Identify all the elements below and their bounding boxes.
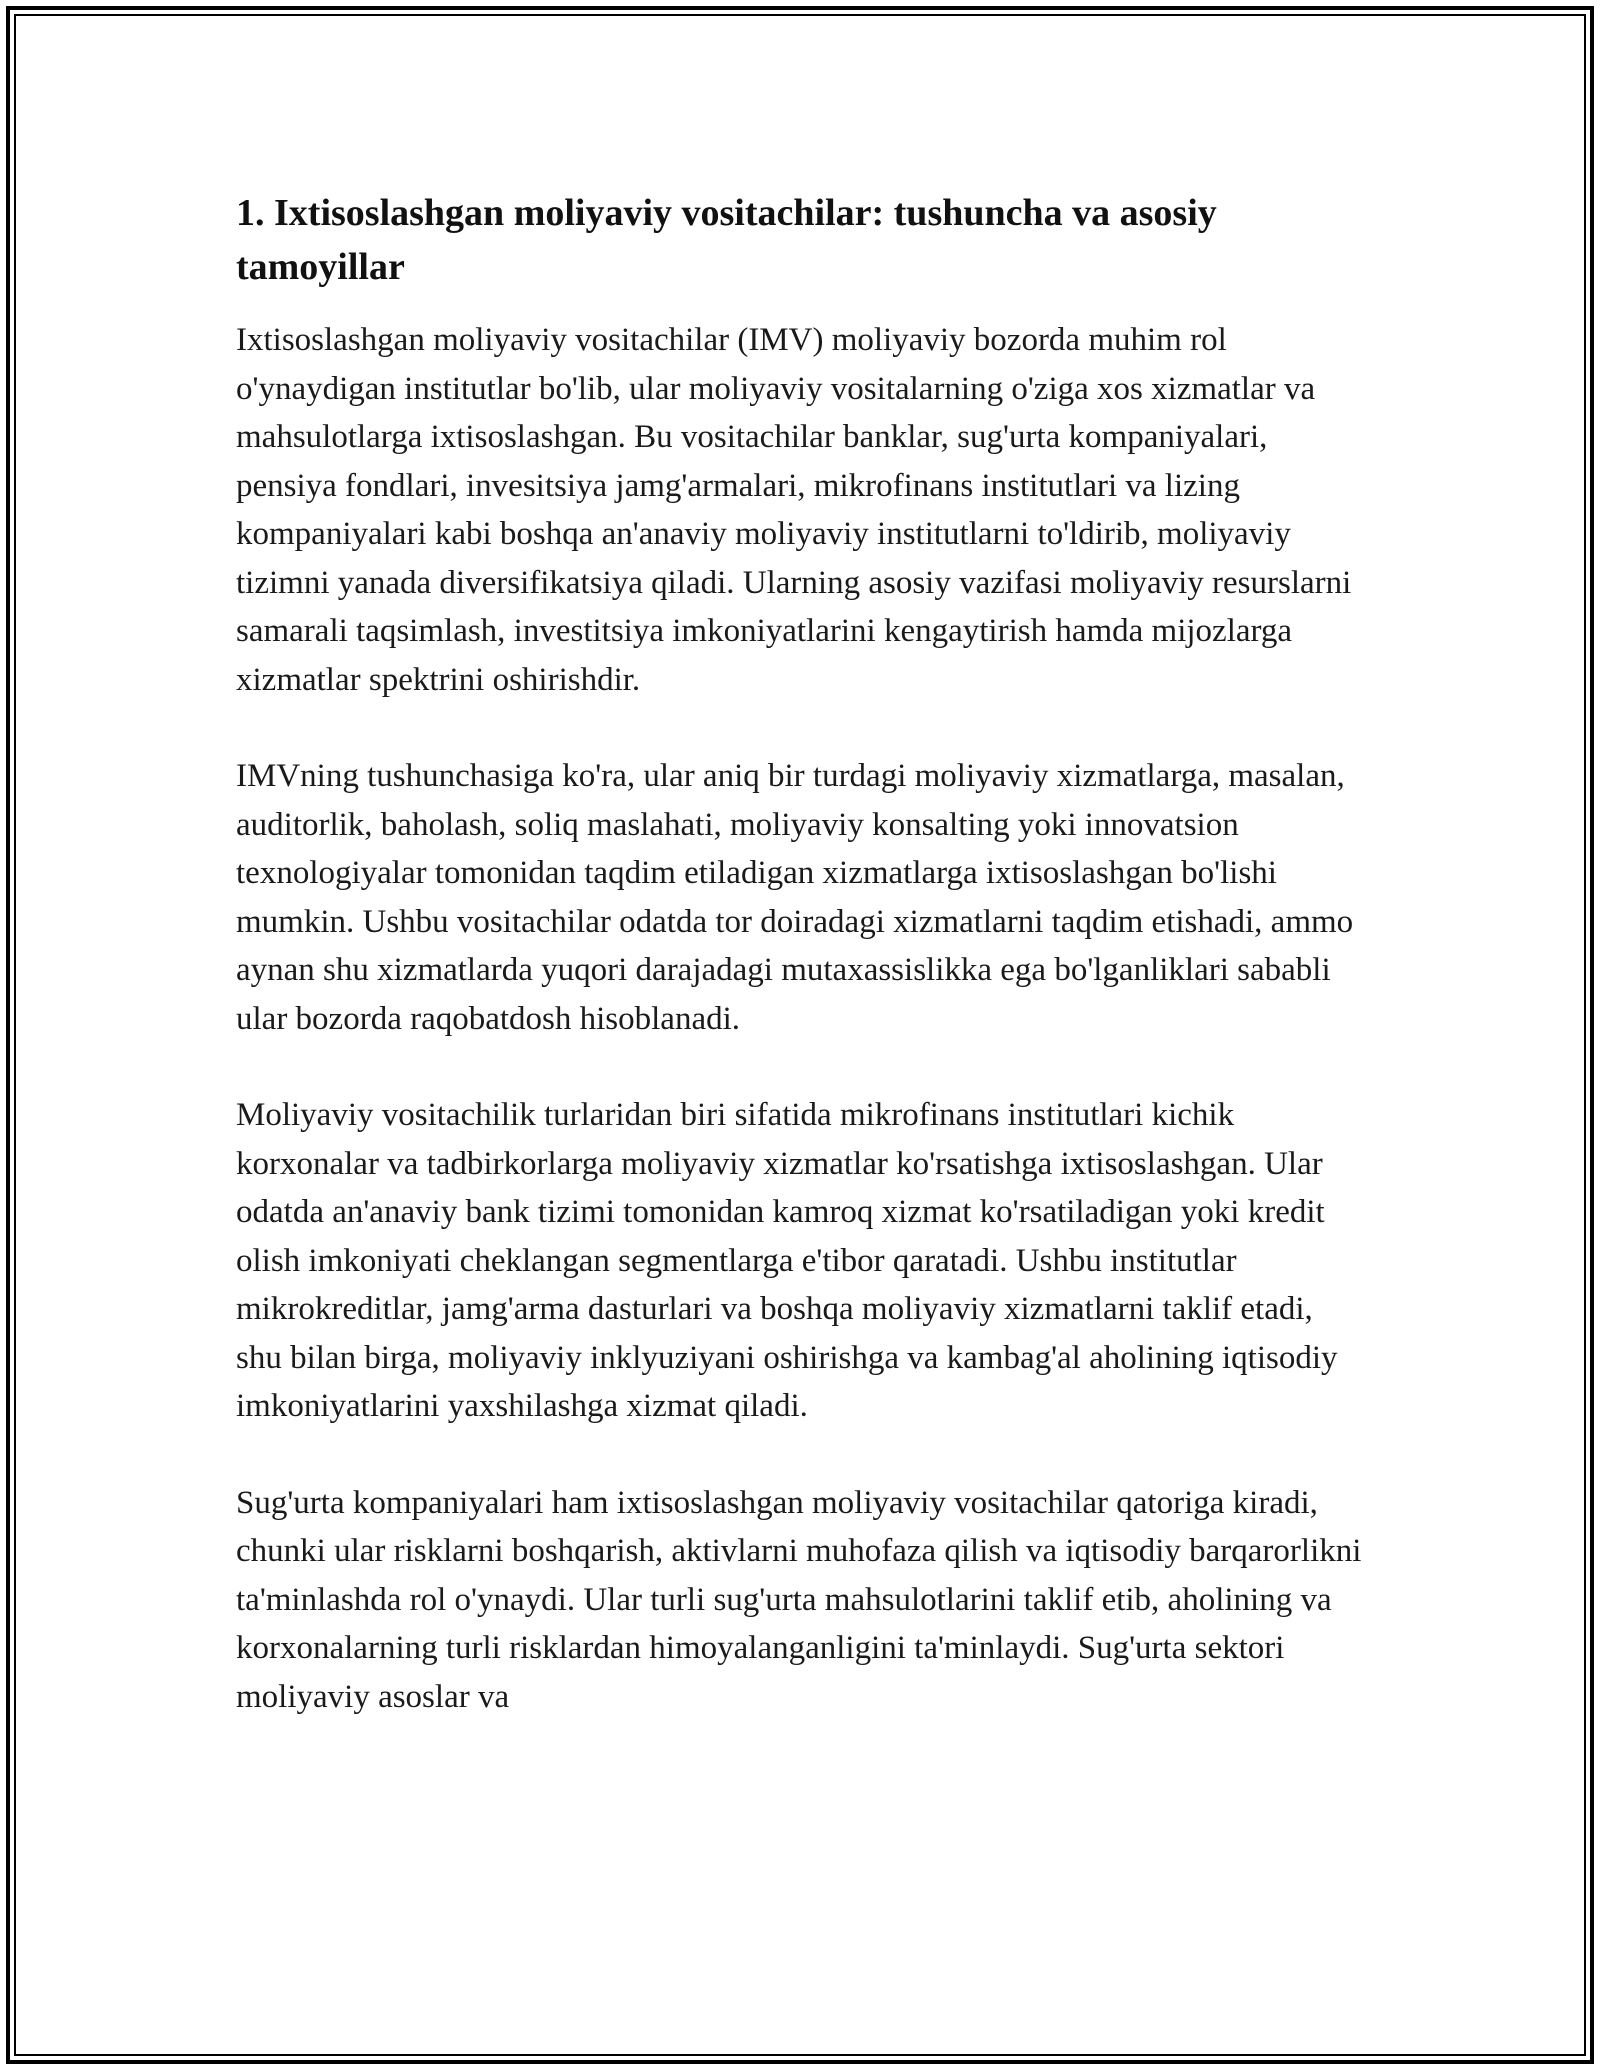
section-heading: 1. Ixtisoslashgan moliyaviy vositachilar: tushuncha va asosiy tamoyillar — [236, 192, 1217, 288]
paragraph-insurance: Sug'urta kompaniyalari ham ixtisoslashgan moliyaviy vositachilar qatoriga kiradi, chunki ular risklarni boshqarish, aktivlarni muhofaza qilish va iqtisodiy barqarorlikni ta'minlashda rol o'ynaydi. Ular turli sug'urta mahsulotlarini taklif etib, aholining va korxonalarning turli risklardan himoyalanganligini ta'minlaydi. Sug'urta sektori moliyaviy asoslar va — [236, 1484, 1362, 1715]
paragraph-microfinance: Moliyaviy vositachilik turlaridan biri sifatida mikrofinans institutlari kichik korxonalar va tadbirkorlarga moliyaviy xizmatlar ko'rsatishga ixtisoslashgan. Ular odatda an'anaviy bank tizimi tomonidan kamroq xizmat ko'rsatiladigan yoki kredit olish imkoniyati cheklangan segmentlarga e'tibor qaratadi. Ushbu institutlar mikrokreditlar, jamg'arma dasturlari va boshqa moliyaviy xizmatlarni taklif etadi, shu bilan birga, moliyaviy inklyuziyani oshirishga va kambag'al aholining iqtisodiy imkoniyatlarini yaxshilashga xizmat qiladi. — [236, 1097, 1338, 1424]
document-body — [236, 186, 1366, 1769]
paragraph-intro: Ixtisoslashgan moliyaviy vositachilar (IMV) moliyaviy bozorda muhim rol o'ynaydigan institutlar bo'lib, ular moliyaviy vositalarning o'ziga xos xizmatlar va mahsulotlarga ixtisoslashgan. Bu vositachilar banklar, sug'urta kompaniyalari, pensiya fondlari, invesitsiya jamg'armalari, mikrofinans institutlari va lizing kompaniyalari kabi boshqa an'anaviy moliyaviy institutlarni to'ldirib, moliyaviy tizimni yanada diversifikatsiya qiladi. Ularning asosiy vazifasi moliyaviy resurslarni samarali taqsimlash, investitsiya imkoniyatlarini kengaytirish hamda mijozlarga xizmatlar spektrini oshirishdir. — [236, 322, 1352, 698]
paragraph-concept: IMVning tushunchasiga ko'ra, ular aniq bir turdagi moliyaviy xizmatlarga, masalan, auditorlik, baholash, soliq maslahati, moliyaviy konsalting yoki innovatsion texnologiyalar tomonidan taqdim etiladigan xizmatlarga ixtisoslashgan bo'lishi mumkin. Ushbu vositachilar odatda tor doiradagi xizmatlarni taqdim etishadi, ammo aynan shu xizmatlarda yuqori darajadagi mutaxassislikka ega bo'lganliklari sababli ular bozorda raqobatdosh hisoblanadi. — [236, 758, 1354, 1037]
